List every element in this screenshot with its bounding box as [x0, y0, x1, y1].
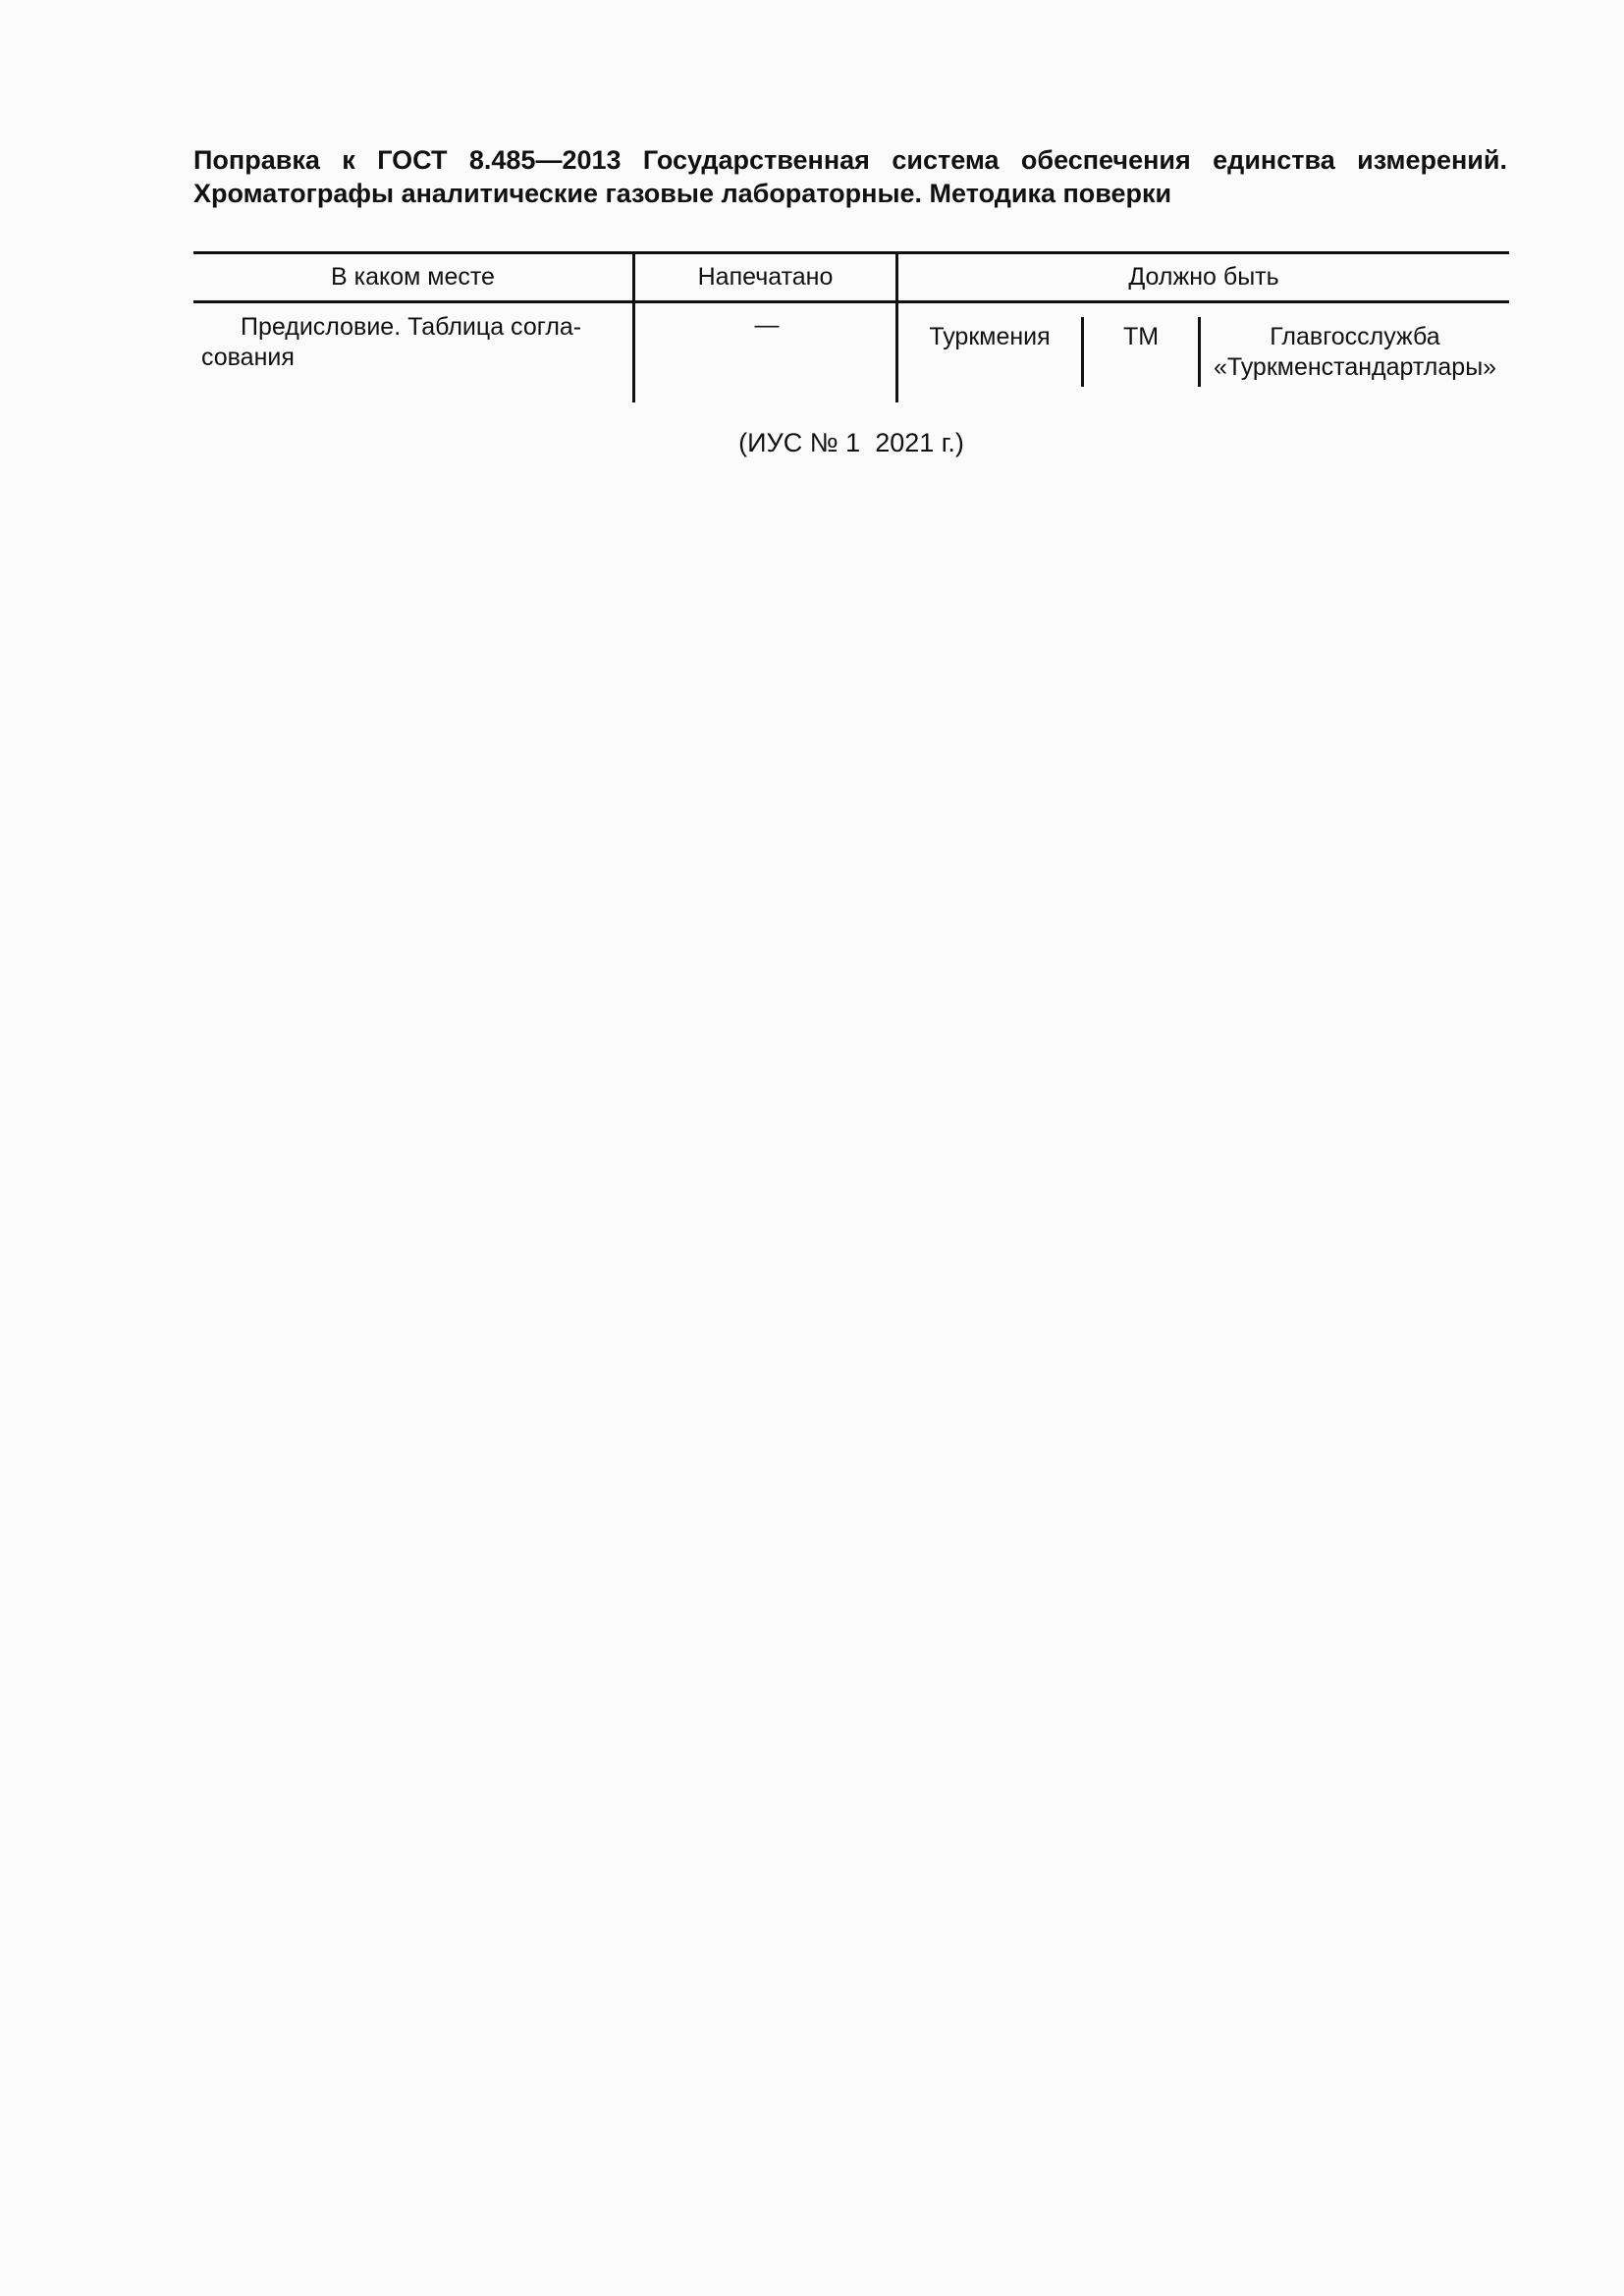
document-title — [193, 143, 1507, 210]
document-title-line-1: Поправка к ГОСТ 8.485—2013 Государственная система обеспечения единства измерений. — [193, 145, 1507, 175]
cell-place — [201, 312, 627, 373]
document-title-line-2: Хроматографы аналитические газовые лабораторные. Методика поверки — [193, 179, 1172, 208]
header-where: В каком месте — [331, 263, 495, 291]
cell-place-line-1: Предисловие. Таблица согла- — [241, 313, 582, 341]
cell-place-line-2: сования — [201, 344, 295, 371]
cell-should-organization-line-1: Главгосслужба — [1270, 323, 1440, 350]
cell-should-organization-line-2: «Туркменстандартлары» — [1213, 353, 1497, 381]
cell-should-code: TM — [1122, 323, 1160, 350]
cell-should-organization — [1201, 322, 1509, 383]
table-header-rule — [193, 300, 1509, 303]
cell-should-country: Туркмения — [929, 323, 1051, 350]
header-printed: Напечатано — [697, 263, 834, 291]
correction-table — [193, 251, 1509, 402]
cell-printed: — — [754, 311, 780, 339]
issue-reference: (ИУС № 1 2021 г.) — [738, 428, 964, 457]
header-should-be: Должно быть — [1128, 263, 1279, 291]
